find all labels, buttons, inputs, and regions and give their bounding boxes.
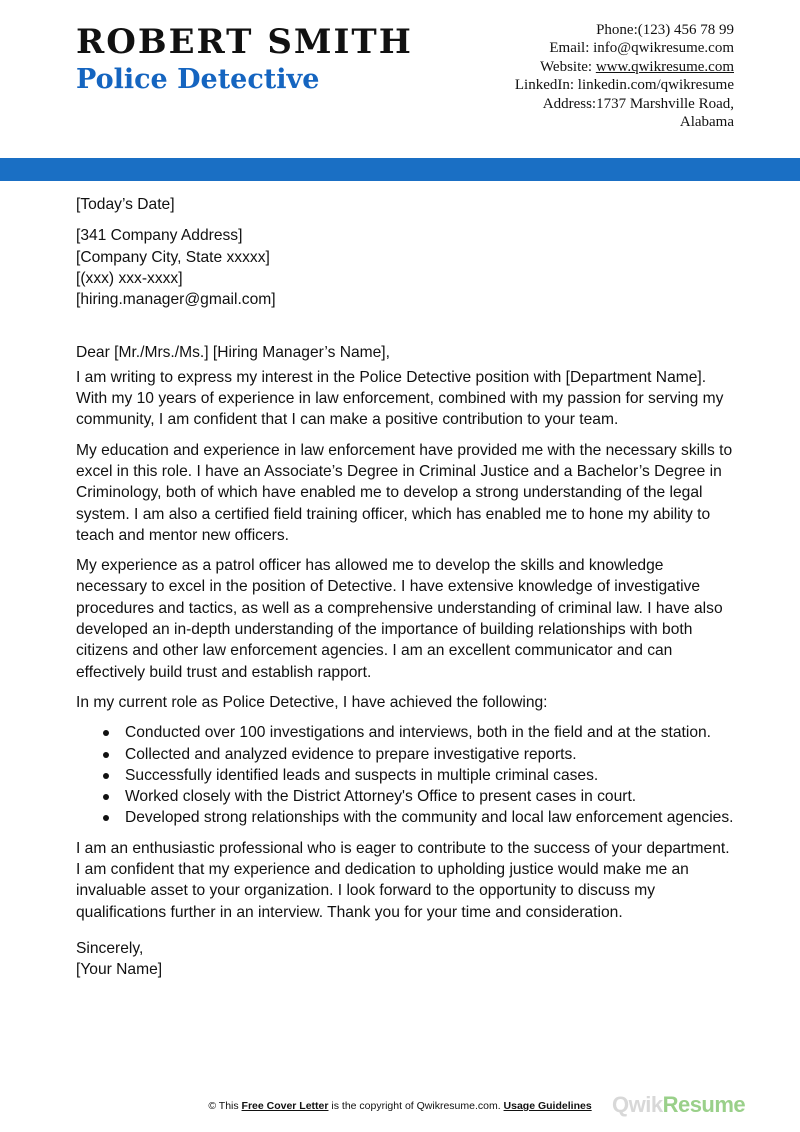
bullet-icon	[103, 773, 109, 779]
bullet-icon	[103, 752, 109, 758]
contact-phone: Phone:(123) 456 78 99	[596, 22, 734, 38]
free-cover-letter-link[interactable]: Free Cover Letter	[241, 1100, 329, 1112]
recipient-line: [341 Company Address]	[76, 227, 243, 245]
recipient-line: [(xxx) xxx-xxxx]	[76, 269, 183, 287]
contact-block	[434, 21, 734, 131]
salutation: Dear [Mr./Mrs./Ms.] [Hiring Manager’s Name],	[76, 344, 390, 362]
bullet-icon	[103, 730, 109, 736]
list-item: Successfully identified leads and suspects in multiple criminal cases.	[76, 765, 736, 786]
contact-linkedin: LinkedIn: linkedin.com/qwikresume	[514, 77, 734, 94]
recipient-block	[76, 225, 736, 310]
letter-date: [Today’s Date]	[76, 196, 175, 213]
closing-paragraph: I am an enthusiastic professional who is eager to contribute to the success of your department. I am confident that my experience and dedication to upholding justice would make me an invaluable asset to your organization. I look forward to the opportunity to discuss my qualifications further in an interview. Thank you for your time and consideration.	[76, 839, 730, 921]
signoff: Sincerely,	[76, 939, 144, 957]
contact-address-line1: Address:1737 Marshville Road,	[542, 95, 734, 112]
copyright-footer	[0, 1100, 800, 1112]
paragraph: My education and experience in law enforcement have provided me with the necessary skills to excel in this role. I have an Associate’s Degree in Criminal Justice and a Bachelor’s Degree in Criminology, both of which have enabled me to develop a strong understanding of the legal system. I am also a certified field training officer, which has enabled me to hone my ability to teach and mentor new officers.	[76, 441, 733, 544]
recipient-line: [Company City, State xxxxx]	[76, 248, 270, 266]
list-item: Developed strong relationships with the community and local law enforcement agencies.	[76, 807, 736, 828]
letter-body	[76, 194, 736, 981]
contact-address-line2: Alabama	[679, 114, 734, 131]
contact-website	[434, 58, 734, 76]
paragraph: I am writing to express my interest in the Police Detective position with [Department Name]. With my 10 years of experience in law enforcement, combined with my passion for serving my community, I am confident that I can make a positive contribution to your team.	[76, 368, 724, 429]
recipient-line: [hiring.manager@gmail.com]	[76, 291, 276, 309]
usage-guidelines-link[interactable]: Usage Guidelines	[503, 1100, 592, 1112]
bullet-icon	[103, 794, 109, 800]
paragraph: In my current role as Police Detective, I have achieved the following:	[76, 693, 548, 711]
achievements-list	[76, 722, 736, 828]
bullet-icon	[103, 815, 109, 821]
footer-middle: is the copyright of Qwikresume.com.	[328, 1100, 504, 1112]
header-divider-bar	[0, 158, 800, 181]
list-item: Conducted over 100 investigations and interviews, both in the field and at the station.	[76, 722, 736, 743]
job-title: Police Detective	[76, 64, 320, 95]
list-item: Worked closely with the District Attorney's Office to present cases in court.	[76, 786, 736, 807]
signature: [Your Name]	[76, 961, 163, 979]
list-item: Collected and analyzed evidence to prepare investigative reports.	[76, 744, 736, 765]
applicant-name: ROBERT SMITH	[76, 22, 413, 62]
website-label: Website:	[539, 58, 596, 75]
qwikresume-logo: QwikResume	[612, 1092, 746, 1117]
paragraph: My experience as a patrol officer has allowed me to develop the skills and knowledge necessary to excel in the position of Detective. I have extensive knowledge of investigative procedures and tactics, as well as a comprehensive understanding of criminal law. I have also developed an in-depth understanding of the importance of building relationships with both citizens and other law enforcement agencies. I am an excellent communicator and can effectively build trust and establish rapport.	[76, 557, 723, 681]
footer-prefix: © This	[208, 1100, 242, 1112]
website-link[interactable]: www.qwikresume.com	[595, 58, 734, 75]
contact-email: Email: info@qwikresume.com	[549, 40, 734, 57]
